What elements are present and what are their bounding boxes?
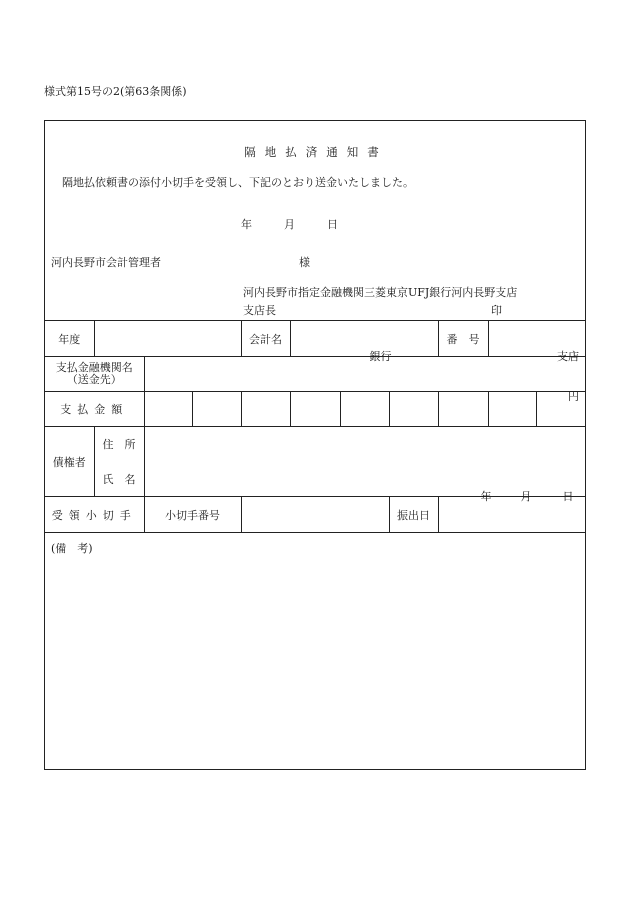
- issue-date-label: 振出日: [389, 497, 438, 533]
- year-label: 年: [241, 218, 252, 231]
- day-label: 日: [327, 218, 338, 231]
- number-label: 番 号: [438, 321, 488, 357]
- creditor-field[interactable]: [144, 427, 585, 497]
- address-label: 住 所: [94, 427, 144, 462]
- month-label: 月: [284, 218, 295, 231]
- name-label: 氏 名: [94, 462, 144, 497]
- branch-suffix: 支店: [557, 350, 580, 363]
- remarks-label: (備 考): [51, 542, 93, 555]
- amount-digit-1[interactable]: [144, 392, 192, 427]
- intro-text: 隔地払依頼書の添付小切手を受領し、下記のとおり送金いたしました。: [62, 176, 414, 189]
- table-row-check: [45, 497, 585, 533]
- payment-bank-label-line1: 支払金融機関名: [55, 360, 133, 374]
- yen-label: 円: [568, 390, 580, 403]
- fiscal-year-field[interactable]: [94, 321, 241, 357]
- table-row-amount: [45, 392, 585, 427]
- account-name-label: 会計名: [241, 321, 290, 357]
- amount-digit-4[interactable]: [290, 392, 340, 427]
- table-row-creditor-address: [45, 427, 585, 462]
- remittance-table: [45, 320, 585, 533]
- addressee: 河内長野市会計管理者: [51, 256, 161, 269]
- creditor-label: 債権者: [45, 427, 94, 497]
- table-row-bank: [45, 357, 585, 392]
- table-row-fiscal: [45, 321, 585, 357]
- amount-digit-6[interactable]: [389, 392, 438, 427]
- payment-amount-label: 支払金額: [45, 392, 144, 427]
- form-number-label: 様式第15号の2(第63条関係): [44, 85, 187, 98]
- issue-month-label: 月: [520, 490, 532, 503]
- branch-manager-label: 支店長: [243, 304, 276, 317]
- payment-bank-label: [45, 357, 144, 392]
- issue-year-label: 年: [480, 490, 492, 503]
- amount-digit-5[interactable]: [340, 392, 389, 427]
- date-line: [241, 219, 338, 230]
- form-title: 隔地払済通知書: [244, 145, 388, 159]
- check-number-label: 小切手番号: [144, 497, 241, 533]
- honorific-sama: 様: [299, 256, 310, 269]
- payment-bank-label-line2: （送金先）: [66, 373, 122, 386]
- bank-suffix: 銀行: [369, 350, 392, 363]
- notice-form-frame: [44, 120, 586, 770]
- bank-name: 河内長野市指定金融機関三菱東京UFJ銀行河内長野支店: [243, 286, 518, 299]
- issue-day-label: 日: [562, 490, 574, 503]
- issue-date-field[interactable]: [438, 490, 585, 533]
- amount-digit-3[interactable]: [241, 392, 290, 427]
- amount-digit-2[interactable]: [192, 392, 241, 427]
- seal-mark: 印: [491, 304, 502, 317]
- amount-digit-7[interactable]: [438, 392, 488, 427]
- amount-digit-8[interactable]: [488, 392, 536, 427]
- fiscal-year-label: 年度: [45, 321, 94, 357]
- check-number-field[interactable]: [241, 497, 389, 533]
- payment-bank-field[interactable]: [144, 350, 585, 392]
- amount-digit-9[interactable]: [536, 392, 585, 427]
- account-name-field[interactable]: [290, 321, 438, 357]
- received-check-label: 受領小切手: [45, 497, 144, 533]
